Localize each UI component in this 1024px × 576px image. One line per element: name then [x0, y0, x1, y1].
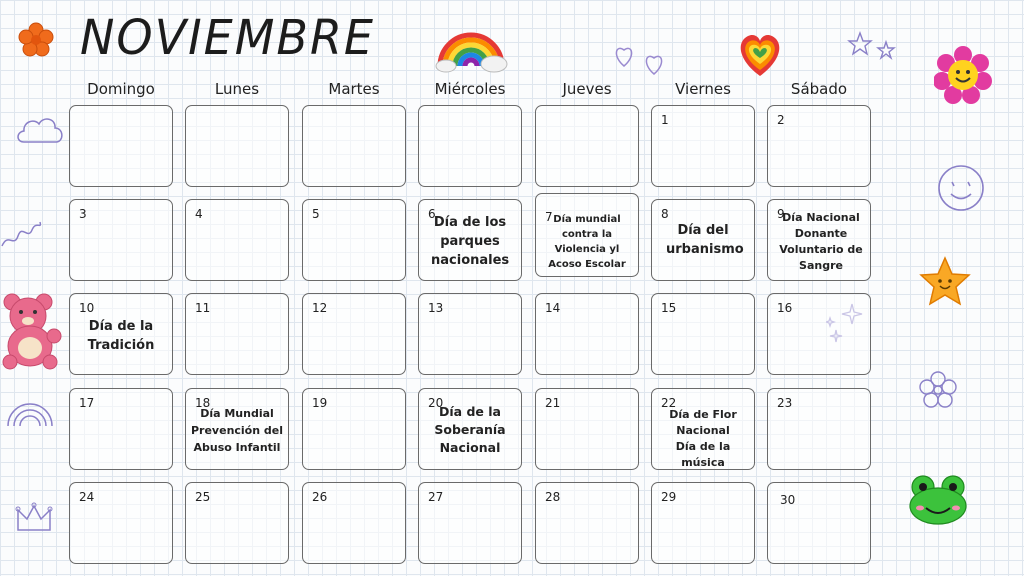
day-number: 26 [312, 490, 328, 504]
day-number: 29 [661, 490, 677, 504]
day-cell[interactable] [418, 482, 522, 564]
hearts-outline-icon [610, 40, 670, 80]
day-cell[interactable] [185, 482, 289, 564]
cloud-outline-icon [14, 112, 66, 148]
day-cell-empty[interactable] [418, 105, 522, 187]
weekday-miercoles: Miércoles [434, 80, 506, 98]
day-cell[interactable] [651, 293, 755, 375]
day-number: 9 [777, 207, 785, 221]
day-number: 11 [195, 301, 211, 315]
event-label: Día de los parques nacionales [431, 215, 510, 268]
day-number: 18 [195, 396, 211, 410]
weekday-viernes: Viernes [675, 80, 731, 98]
day-cell[interactable] [535, 388, 639, 470]
day-cell[interactable] [767, 482, 871, 564]
day-cell[interactable] [651, 199, 755, 281]
rainbow-outline-icon [4, 394, 56, 428]
weekday-sabado: Sábado [790, 80, 848, 98]
day-cell[interactable] [69, 293, 173, 375]
day-cell[interactable] [767, 293, 871, 375]
teddy-bear-icon [0, 292, 62, 370]
day-number: 14 [545, 301, 561, 315]
day-number: 25 [195, 490, 211, 504]
swirl-icon [0, 212, 44, 252]
day-cell[interactable] [185, 388, 289, 470]
weekday-lunes: Lunes [214, 80, 260, 98]
day-cell[interactable] [302, 199, 406, 281]
day-cell[interactable] [302, 482, 406, 564]
day-number: 19 [312, 396, 328, 410]
day-cell[interactable] [767, 105, 871, 187]
stars-outline-icon [846, 30, 900, 66]
weekday-jueves: Jueves [562, 80, 612, 98]
day-cell[interactable] [535, 482, 639, 564]
day-cell[interactable] [302, 388, 406, 470]
day-number: 1 [661, 113, 669, 127]
day-number: 6 [428, 207, 436, 221]
smiley-face-icon [934, 162, 988, 214]
day-number: 20 [428, 396, 444, 410]
orange-flower-icon [18, 22, 54, 58]
day-number: 10 [79, 301, 95, 315]
event-label: Día de la Soberanía Nacional [434, 404, 506, 455]
day-number: 28 [545, 490, 561, 504]
day-number: 12 [312, 301, 328, 315]
day-cell[interactable] [69, 482, 173, 564]
day-number: 30 [780, 493, 796, 507]
day-cell-empty[interactable] [69, 105, 173, 187]
day-number: 8 [661, 207, 669, 221]
weekday-martes: Martes [328, 80, 380, 98]
day-cell[interactable] [69, 388, 173, 470]
smiling-flower-icon [934, 46, 992, 104]
month-title: NOVIEMBRE [80, 8, 375, 66]
day-number: 21 [545, 396, 561, 410]
day-number: 15 [661, 301, 677, 315]
day-cell[interactable] [418, 199, 522, 281]
day-number: 24 [79, 490, 95, 504]
day-cell-empty[interactable] [535, 105, 639, 187]
day-number: 22 [661, 396, 677, 410]
day-cell[interactable] [767, 199, 871, 281]
day-cell[interactable] [535, 193, 639, 277]
day-number: 16 [777, 301, 793, 315]
day-number: 2 [777, 113, 785, 127]
event-label: Día Mundial Prevención del Abuso Infantil [190, 407, 284, 454]
event-label: Día mundial contra la Violencia yl Acoso Escolar [548, 214, 626, 270]
day-number: 13 [428, 301, 444, 315]
day-number: 17 [79, 396, 95, 410]
day-cell[interactable] [69, 199, 173, 281]
day-cell[interactable] [418, 388, 522, 470]
day-cell[interactable] [185, 293, 289, 375]
day-number: 3 [79, 207, 87, 221]
event-label: Día Nacional Donante Voluntario de Sangre [779, 211, 863, 272]
day-cell[interactable] [535, 293, 639, 375]
rainbow-heart-icon [734, 30, 786, 80]
crown-outline-icon [14, 500, 54, 536]
event-label: Día de la música [675, 440, 731, 469]
weekday-domingo: Domingo [87, 80, 155, 98]
day-cell-empty[interactable] [185, 105, 289, 187]
day-number: 5 [312, 207, 320, 221]
day-number: 23 [777, 396, 793, 410]
event-label: Día de Flor Nacional [669, 408, 737, 437]
event-label: Día de la Tradición [87, 319, 155, 353]
day-cell[interactable] [185, 199, 289, 281]
day-cell[interactable] [418, 293, 522, 375]
frog-icon [908, 474, 968, 526]
day-cell[interactable] [651, 388, 755, 470]
day-number: 4 [195, 207, 203, 221]
day-cell[interactable] [651, 482, 755, 564]
star-face-icon [918, 256, 972, 308]
day-number: 27 [428, 490, 444, 504]
day-cell[interactable] [651, 105, 755, 187]
day-cell-empty[interactable] [302, 105, 406, 187]
rainbow-icon [434, 16, 508, 74]
day-cell[interactable] [302, 293, 406, 375]
event-label: Día del urbanismo [666, 223, 744, 257]
flower-outline-icon [918, 370, 958, 410]
day-cell[interactable] [767, 388, 871, 470]
day-number: 7 [545, 210, 553, 224]
